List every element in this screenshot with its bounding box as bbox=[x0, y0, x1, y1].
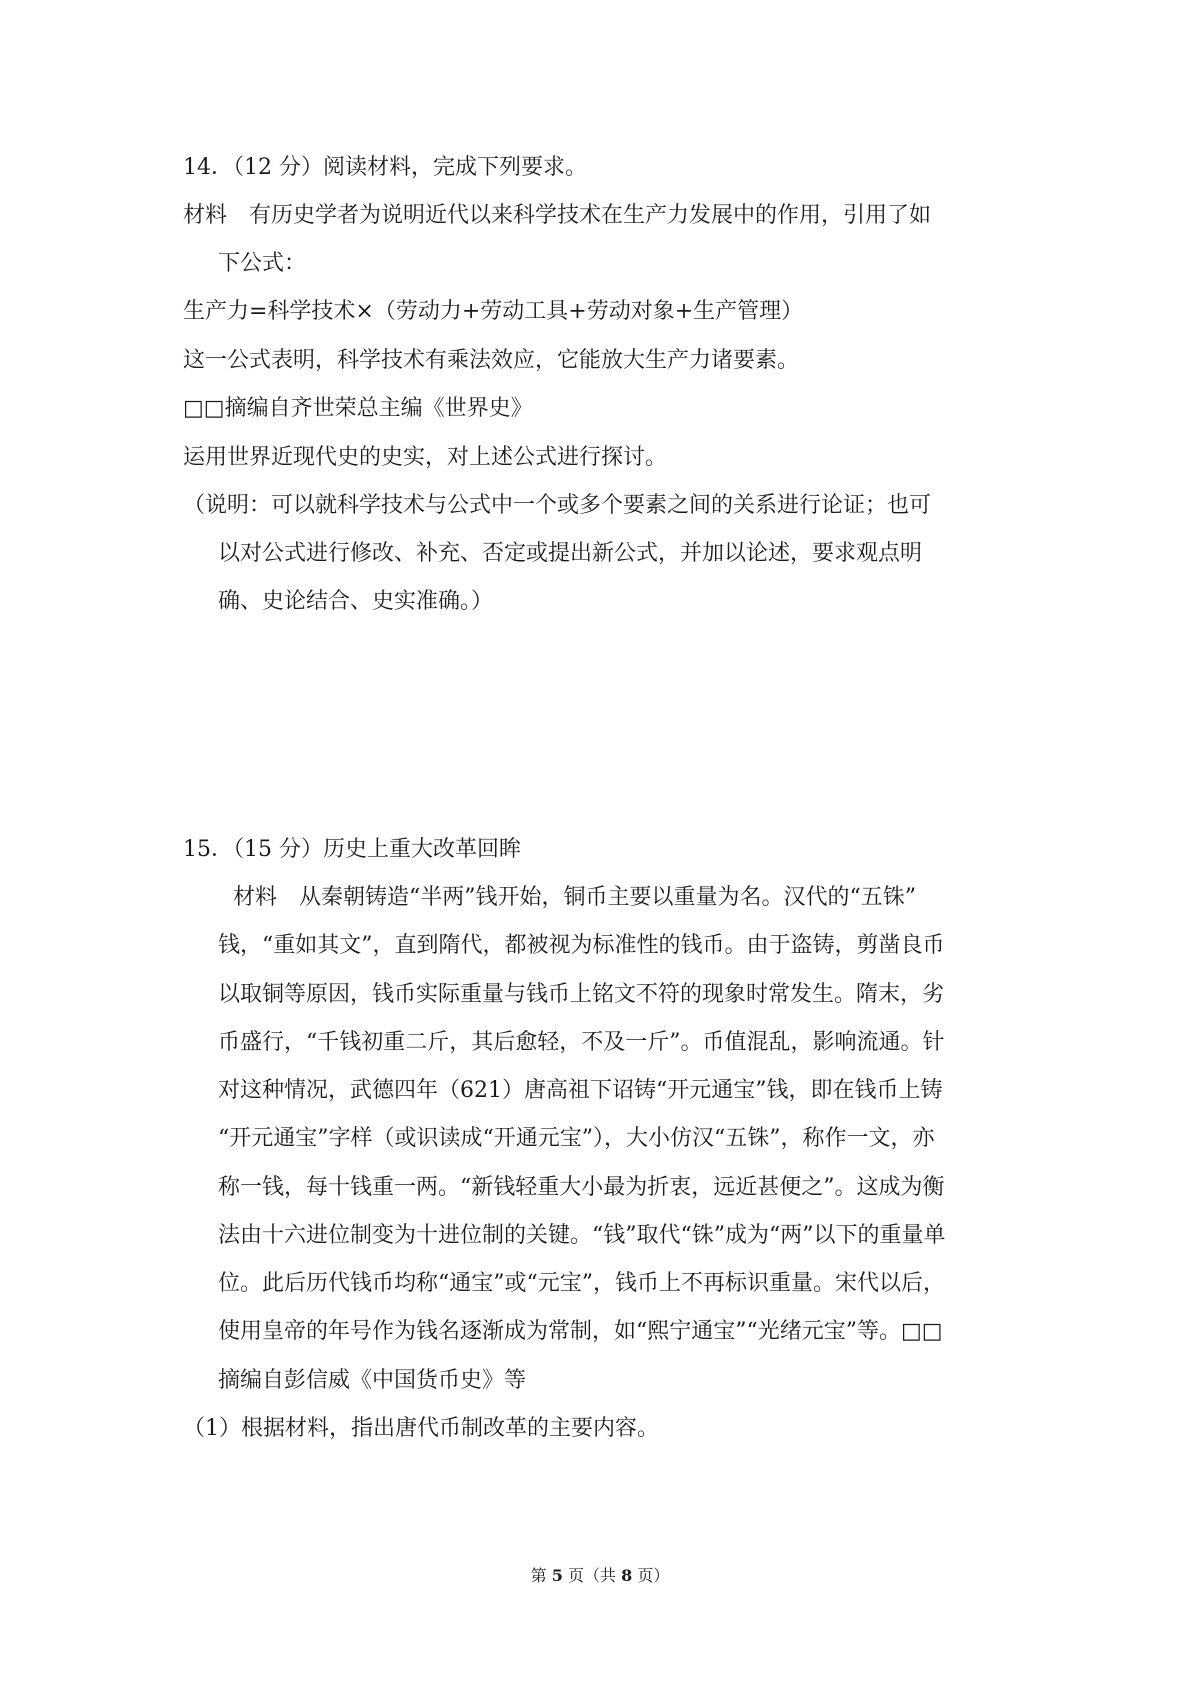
q15-material-line: 币盛行，“千钱初重二斤，其后愈轻，不及一斤”。币值混乱，影响流通。针 bbox=[218, 1030, 945, 1055]
q15-material-line: 钱，“重如其文”，直到隋代，都被视为标准性的钱币。由于盗铸，剪凿良币 bbox=[218, 933, 945, 958]
footer-total-pages: 8 bbox=[621, 1566, 633, 1585]
footer-prefix: 第 bbox=[530, 1566, 547, 1585]
q15-source: 摘编自彭信威《中国货币史》等 bbox=[218, 1368, 527, 1393]
q14-material-line1: 材料 有历史学者为说明近代以来科学技术在生产力发展中的作用，引用了如 bbox=[183, 203, 932, 228]
q14-source: □□摘编自齐世荣总主编《世界史》 bbox=[183, 396, 533, 421]
q14-note-line3: 确、史论结合、史实准确。） bbox=[218, 589, 494, 614]
q15-material-line: 称一钱，每十钱重一两。“新钱轻重大小最为折衷，远近甚便之”。这成为衡 bbox=[218, 1175, 945, 1200]
footer-mid: 页（共 bbox=[567, 1566, 616, 1585]
q14-heading: 14．（12 分）阅读材料，完成下列要求。 bbox=[183, 155, 587, 180]
q14-note-line2: 以对公式进行修改、补充、否定或提出新公式，并加以论述，要求观点明 bbox=[218, 541, 923, 566]
q14-explanation: 这一公式表明，科学技术有乘法效应，它能放大生产力诸要素。 bbox=[183, 348, 800, 373]
page-footer bbox=[0, 1565, 1200, 1587]
q15-material-line: 对这种情况，武德四年（621）唐高祖下诏铸“开元通宝”钱，即在钱币上铸 bbox=[218, 1078, 943, 1103]
q15-material-line: 位。此后历代钱币均称“通宝”或“元宝”，钱币上不再标识重量。宋代以后， bbox=[218, 1271, 945, 1296]
footer-page-number: 5 bbox=[551, 1566, 563, 1585]
q15-material-line: 材料 从秦朝铸造“半两”钱开始，铜币主要以重量为名。汉代的“五铢” bbox=[233, 885, 916, 910]
q14-note-line1: （说明：可以就科学技术与公式中一个或多个要素之间的关系进行论证；也可 bbox=[183, 493, 932, 518]
q15-material-line: 法由十六进位制变为十进位制的关键。“钱”取代“铢”成为“两”以下的重量单 bbox=[218, 1223, 946, 1248]
q15-material-line: 使用皇帝的年号作为钱名逐渐成为常制，如“熙宁通宝”“光绪元宝”等。□□ bbox=[218, 1319, 943, 1344]
q15-material-line: “开元通宝”字样（或识读成“开通元宝”），大小仿汉“五铢”，称作一文，亦 bbox=[218, 1126, 935, 1151]
q15-material-line: 以取铜等原因，钱币实际重量与钱币上铭文不符的现象时常发生。隋末，劣 bbox=[218, 982, 945, 1007]
footer-suffix: 页） bbox=[637, 1566, 670, 1585]
q14-material-line2: 下公式： bbox=[218, 251, 307, 276]
q15-heading: 15．（15 分）历史上重大改革回眸 bbox=[183, 837, 521, 862]
q14-task: 运用世界近现代史的史实，对上述公式进行探讨。 bbox=[183, 445, 668, 470]
q14-formula: 生产力=科学技术×（劳动力+劳动工具+劳动对象+生产管理） bbox=[183, 299, 804, 324]
q15-subquestion-1: （1）根据材料，指出唐代币制改革的主要内容。 bbox=[183, 1416, 659, 1441]
